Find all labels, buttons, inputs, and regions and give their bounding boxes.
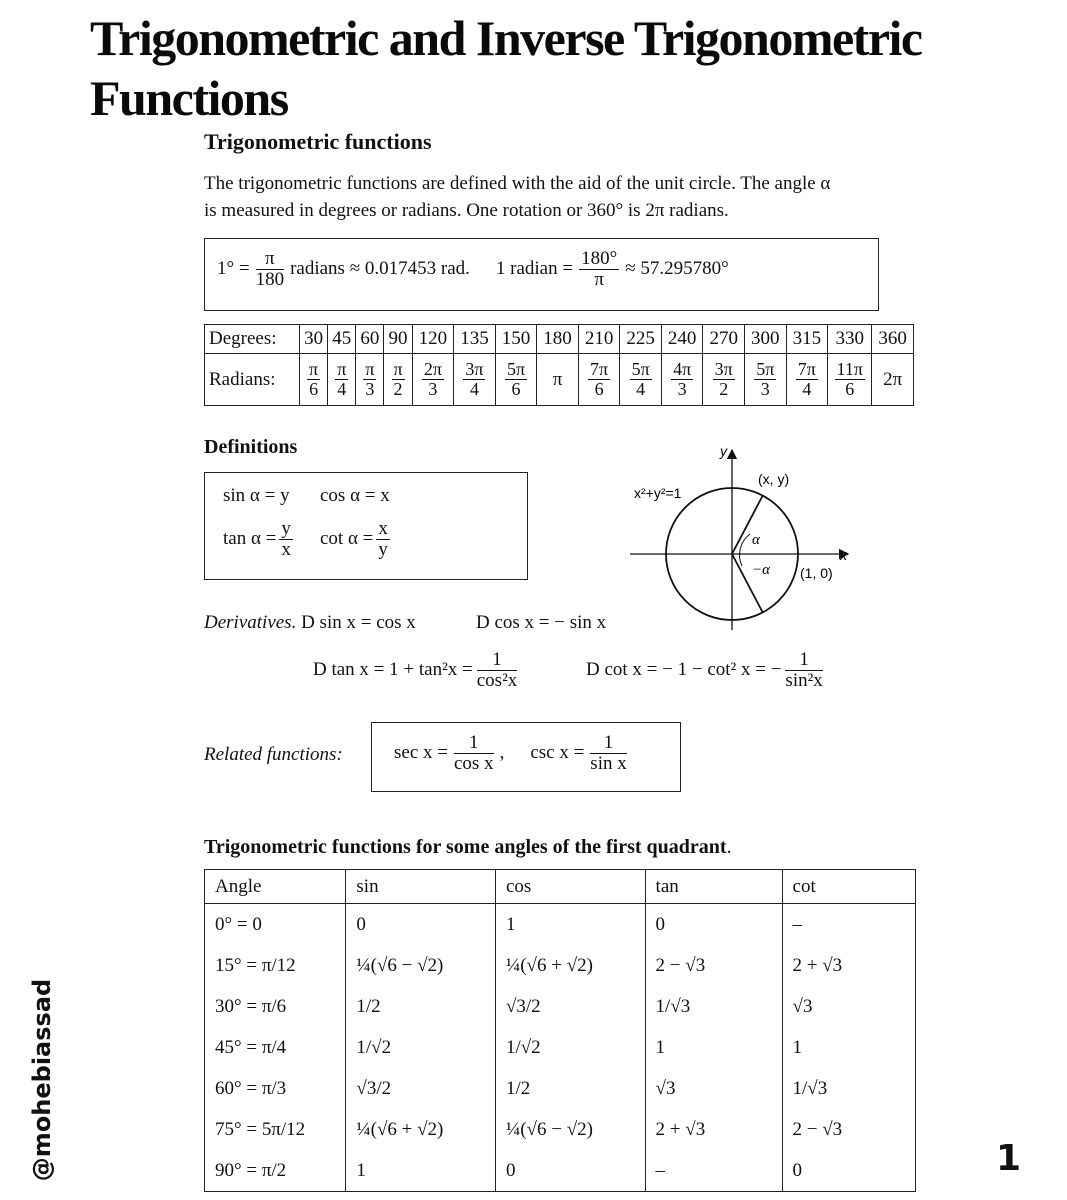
degrees-radians-table [204, 324, 914, 406]
table-cell: ¼(√6 − √2) [495, 1109, 645, 1150]
table-cell: 0 [782, 1150, 915, 1192]
table-cell: 15° = π/12 [205, 945, 346, 986]
radians-label: Radians: [205, 354, 300, 406]
table-cell: 2 − √3 [645, 945, 782, 986]
degree-cell: 45 [328, 325, 356, 354]
table-row [205, 986, 916, 1027]
tan-definition: tan α = $\frac{y}{x}$ [223, 518, 291, 560]
column-header: cos [495, 870, 645, 904]
table-cell: √3 [782, 986, 915, 1027]
radian-cell: π [537, 354, 579, 406]
degree-cell: 135 [454, 325, 496, 354]
table-cell: 1/√3 [782, 1068, 915, 1109]
pi-over-180-fraction: $\frac{\pi}{180}$ [255, 248, 285, 290]
sec-lhs: sec x = [394, 742, 448, 764]
radian-cell: $\frac{2\pi}{3}$ [412, 354, 454, 406]
radian-cell: $\frac{5\pi}{6}$ [495, 354, 537, 406]
table-cell: ¼(√6 + √2) [495, 945, 645, 986]
radian-cell: $\frac{7\pi}{4}$ [786, 354, 828, 406]
table-cell: 1 [495, 904, 645, 946]
cot-definition: cot α = $\frac{x}{y}$ [320, 518, 388, 560]
sec-fraction: $\frac{1}{\text{cos x}}$ [453, 732, 494, 774]
d-tan: D tan x = 1 + tan²x = $\frac{1}{\text{cos²x}}$ [313, 649, 518, 691]
related-functions-label: Related functions: [204, 744, 343, 765]
intro-line-2: is measured in degrees or radians. One rotation or 360° is 2π radians. [204, 200, 729, 221]
radian-cell: $\frac{7\pi}{6}$ [578, 354, 620, 406]
angle-arc [739, 534, 750, 566]
table-cell: ¼(√6 + √2) [346, 1109, 496, 1150]
table-row [205, 904, 916, 946]
table-row [205, 1109, 916, 1150]
degree-cell: 210 [578, 325, 620, 354]
degrees-label: Degrees: [205, 325, 300, 354]
quadrant-table-heading: Trigonometric functions for some angles of the first quadrant. [204, 836, 732, 858]
table-cell: 0 [645, 904, 782, 946]
table-cell: √3/2 [495, 986, 645, 1027]
table-cell: 0 [346, 904, 496, 946]
related-functions-box: sec x = $\frac{1}{\text{cos x}}$ , csc x = $\frac{1}{\text{sin x}}$ [371, 722, 681, 792]
d-sin: D sin x = cos x [301, 612, 416, 633]
table-cell: 2 − √3 [782, 1109, 915, 1150]
csc-lhs: csc x = [530, 742, 585, 764]
page-title [90, 8, 1050, 128]
radian-cell: $\frac{\pi}{4}$ [328, 354, 356, 406]
y-axis-label: y [720, 443, 727, 459]
unit-circle-diagram [600, 440, 870, 640]
radian-cell: $\frac{\pi}{2}$ [384, 354, 412, 406]
table-row [205, 945, 916, 986]
radian-cell: $\frac{5\pi}{3}$ [745, 354, 787, 406]
table-cell: √3/2 [346, 1068, 496, 1109]
table-cell: 1/√2 [495, 1027, 645, 1068]
sin-definition: sin α = y [223, 485, 290, 506]
radian-cell: 2π [872, 354, 914, 406]
table-cell: 75° = 5π/12 [205, 1109, 346, 1150]
section-heading-trig-functions: Trigonometric functions [204, 129, 432, 154]
table-cell: 60° = π/3 [205, 1068, 346, 1109]
page-number: 1 [996, 1138, 1022, 1179]
point-10-label: (1, 0) [800, 565, 833, 581]
degree-cell: 315 [786, 325, 828, 354]
column-header: Angle [205, 870, 346, 904]
degree-cell: 240 [661, 325, 703, 354]
radian-cell: $\frac{4\pi}{3}$ [661, 354, 703, 406]
table-cell: 1 [645, 1027, 782, 1068]
table-cell: – [782, 904, 915, 946]
degree-cell: 90 [384, 325, 412, 354]
table-cell: – [645, 1150, 782, 1192]
intro-paragraph [204, 170, 944, 224]
rad-to-deg-value: ≈ 57.295780° [625, 258, 729, 280]
deg-to-rad-lhs: 1° = [217, 258, 250, 280]
derivatives-label: Derivatives. [204, 612, 297, 633]
degree-cell: 30 [300, 325, 328, 354]
degree-cell: 150 [495, 325, 537, 354]
title-line-2: Functions [90, 70, 288, 126]
quadrant-table [204, 869, 916, 1192]
degrees-row [205, 325, 914, 354]
title-line-1: Trigonometric and Inverse Trigonometric [90, 10, 922, 66]
table-cell: 1 [346, 1150, 496, 1192]
table-cell: 1 [782, 1027, 915, 1068]
degree-cell: 270 [703, 325, 745, 354]
degree-cell: 225 [620, 325, 662, 354]
d-cos: D cos x = − sin x [476, 612, 607, 633]
table-cell: 0° = 0 [205, 904, 346, 946]
table-cell: 30° = π/6 [205, 986, 346, 1027]
table-cell: 90° = π/2 [205, 1150, 346, 1192]
table-cell: 1/2 [495, 1068, 645, 1109]
table-cell: 2 + √3 [645, 1109, 782, 1150]
degree-cell: 330 [828, 325, 872, 354]
radians-row [205, 354, 914, 406]
table-cell: 2 + √3 [782, 945, 915, 986]
radian-cell: $\frac{\pi}{3}$ [356, 354, 384, 406]
csc-fraction: $\frac{1}{\text{sin x}}$ [590, 732, 627, 774]
neg-alpha-label: −α [752, 562, 770, 578]
degree-cell: 120 [412, 325, 454, 354]
radian-cell: $\frac{5\pi}{4}$ [620, 354, 662, 406]
definitions-heading: Definitions [204, 436, 298, 458]
table-cell: 45° = π/4 [205, 1027, 346, 1068]
quadrant-table-header [205, 870, 916, 904]
cos-definition: cos α = x [320, 485, 390, 506]
table-cell: 1/√3 [645, 986, 782, 1027]
column-header: sin [346, 870, 496, 904]
table-cell: ¼(√6 − √2) [346, 945, 496, 986]
circle-equation: x²+y²=1 [634, 485, 682, 501]
conversion-box [204, 238, 879, 311]
intro-line-1: The trigonometric functions are defined with the aid of the unit circle. The angle α [204, 173, 831, 194]
radian-cell: $\frac{3\pi}{4}$ [454, 354, 496, 406]
180-over-pi-fraction: $\frac{180^\circ}{\pi}$ [581, 248, 618, 290]
radian-cell: $\frac{\pi}{6}$ [300, 354, 328, 406]
degree-cell: 360 [872, 325, 914, 354]
table-row [205, 1150, 916, 1192]
table-row [205, 1027, 916, 1068]
point-xy-label: (x, y) [758, 471, 790, 487]
table-row [205, 1068, 916, 1109]
definitions-box [204, 472, 528, 580]
column-header: tan [645, 870, 782, 904]
x-axis-label: x [840, 547, 847, 563]
degree-cell: 180 [537, 325, 579, 354]
radian-cell: $\frac{11\pi}{6}$ [828, 354, 872, 406]
table-cell: 1/√2 [346, 1027, 496, 1068]
rad-to-deg-lhs: 1 radian = [495, 258, 574, 280]
alpha-label: α [752, 532, 760, 548]
table-cell: 1/2 [346, 986, 496, 1027]
d-cot: D cot x = − 1 − cot² x = − $\frac{1}{\text{sin²x}}$ [586, 649, 823, 691]
deg-to-rad-value: radians ≈ 0.017453 rad. [290, 258, 470, 280]
degree-cell: 300 [745, 325, 787, 354]
watermark-handle: @mohebiassad [28, 978, 56, 1182]
table-cell: √3 [645, 1068, 782, 1109]
degree-cell: 60 [356, 325, 384, 354]
derivatives-line-1 [204, 612, 416, 634]
table-cell: 0 [495, 1150, 645, 1192]
radian-cell: $\frac{3\pi}{2}$ [703, 354, 745, 406]
column-header: cot [782, 870, 915, 904]
